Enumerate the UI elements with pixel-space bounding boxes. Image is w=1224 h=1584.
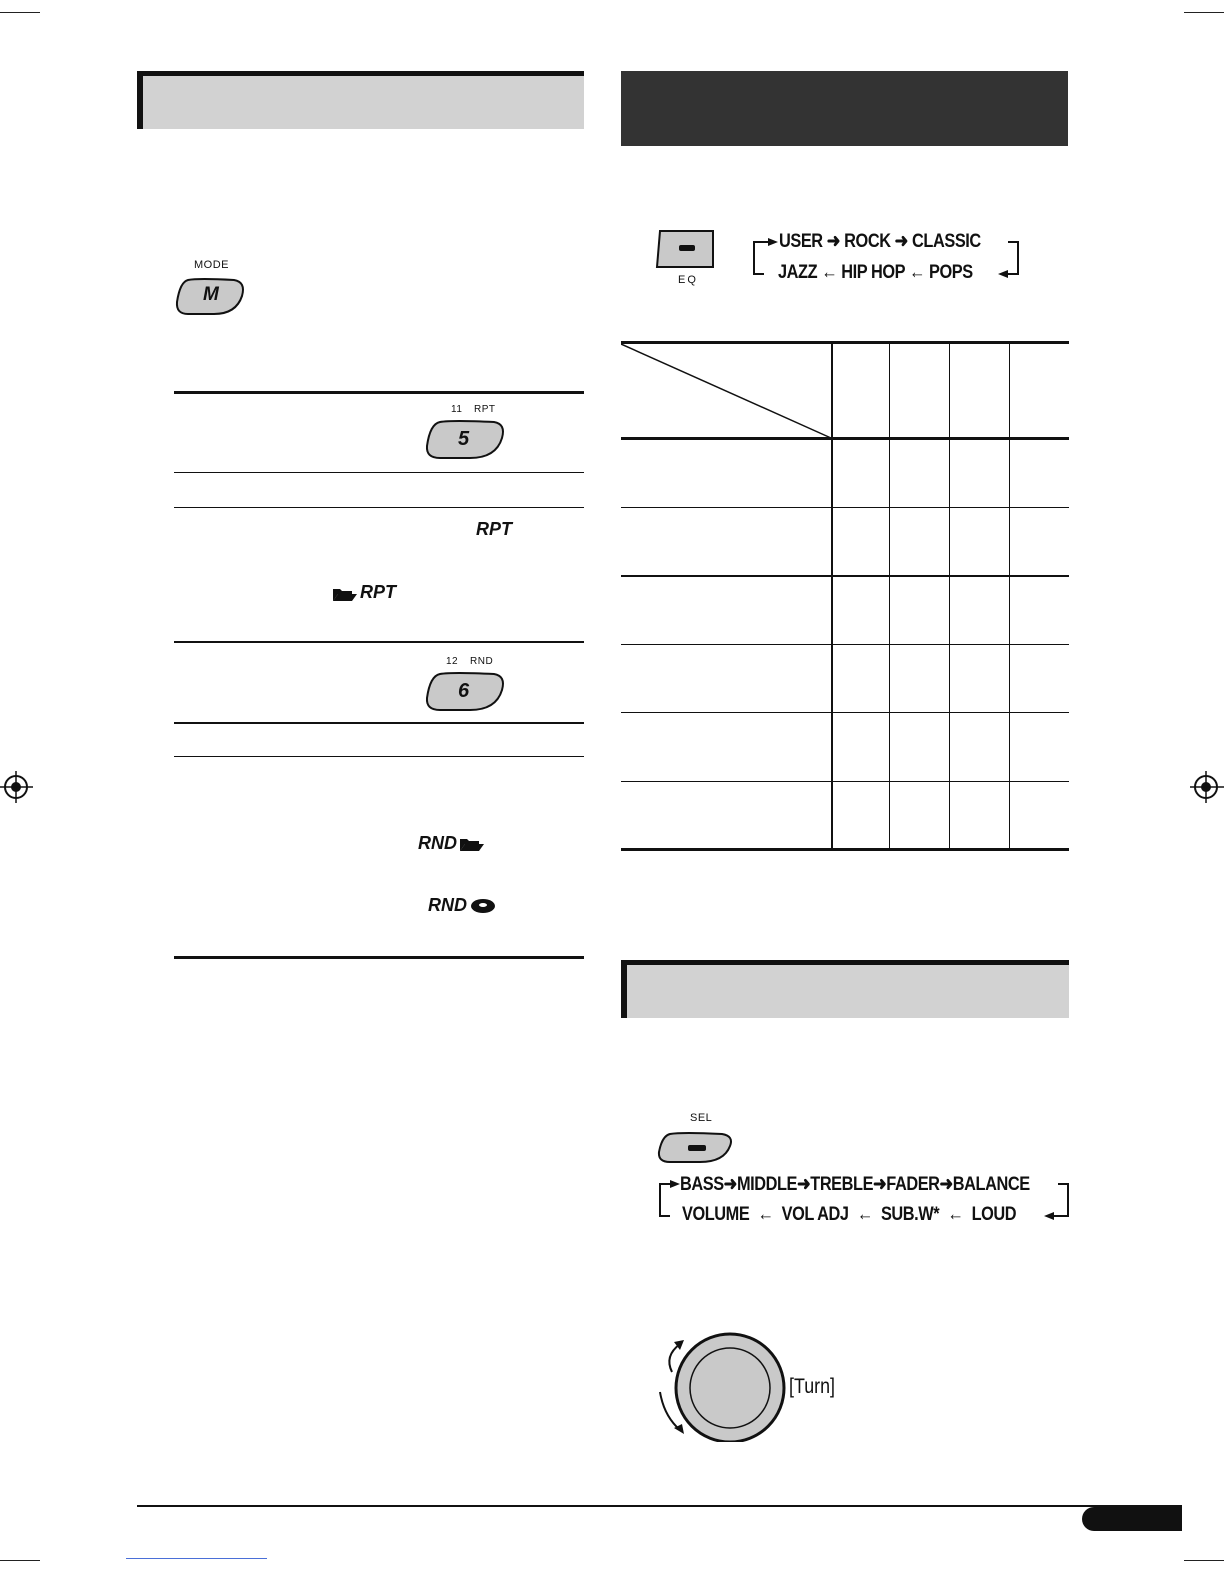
sel-item-sub-w: SUB.W: [880, 1204, 934, 1225]
random-button[interactable]: [424, 670, 508, 714]
arrow-left-icon: ←: [856, 1204, 873, 1225]
repeat-button-label: RPT: [474, 404, 496, 415]
arrow-right-icon: ➜: [826, 231, 841, 252]
disc-icon: [469, 897, 497, 915]
arrow-left-icon: ←: [908, 262, 925, 283]
repeat-button[interactable]: [424, 418, 508, 462]
arrow-right-icon: ➜: [873, 1174, 887, 1195]
random-button-number: 12: [446, 656, 459, 667]
sel-sequence-bottom: [682, 1204, 1071, 1226]
sel-item-bass: BASS: [680, 1174, 724, 1195]
eq-mode-rock: ROCK: [844, 231, 891, 252]
table-diagonal: [621, 344, 833, 439]
left-table-bottom-rule: [174, 956, 584, 959]
registration-mark-left-icon: [0, 770, 34, 804]
footer-rule: [137, 1505, 1182, 1507]
eq-mode-jazz: JAZZ: [778, 262, 818, 283]
random-button-key: 6: [458, 680, 470, 702]
left-table-rule-3: [174, 641, 584, 643]
eq-button[interactable]: [655, 229, 717, 271]
crop-mark-bottom-left: [0, 1560, 40, 1561]
right-section-header-dark: [621, 71, 1068, 146]
sub-w-asterisk: *: [933, 1204, 940, 1225]
arrow-right-icon: ➜: [939, 1174, 953, 1195]
eq-mode-hiphop: HIP HOP: [841, 262, 905, 283]
mode-button-label: MODE: [194, 259, 229, 271]
eq-button-label: EQ: [678, 274, 698, 286]
crop-mark-top-right: [1184, 12, 1224, 13]
left-section-header: [137, 71, 584, 129]
sel-item-fader: FADER: [886, 1174, 940, 1195]
repeat-track-indicator: RPT: [476, 519, 512, 539]
footer-link-underline: [126, 1558, 267, 1559]
arrow-left-icon: ←: [821, 262, 838, 283]
left-table-rule-5: [174, 756, 584, 757]
eq-sequence-bottom: [778, 262, 1004, 284]
arrow-right-icon: ➜: [797, 1174, 811, 1195]
sel-sequence-top: [680, 1173, 1087, 1196]
sel-item-vol-adj: VOL ADJ: [781, 1204, 849, 1225]
sel-item-middle: MIDDLE: [736, 1174, 798, 1195]
arrow-right-icon: ➜: [894, 231, 908, 252]
folder-icon: [332, 586, 358, 602]
sound-adjust-header: [621, 960, 1069, 1018]
registration-mark-right-icon: [1188, 770, 1224, 804]
sel-item-volume: VOLUME: [682, 1204, 750, 1225]
mode-button[interactable]: [174, 276, 248, 318]
random-button-label: RND: [470, 656, 494, 667]
sel-item-balance: BALANCE: [952, 1174, 1030, 1195]
eq-mode-user: USER: [779, 231, 823, 252]
eq-table: [621, 341, 1069, 851]
sel-item-loud: LOUD: [971, 1204, 1017, 1225]
left-table-top-rule: [174, 391, 584, 394]
left-table-rule-2: [174, 507, 584, 508]
sel-button-label: SEL: [690, 1112, 713, 1124]
page-number-tab: [1082, 1507, 1182, 1531]
arrow-left-icon: ←: [947, 1204, 964, 1225]
eq-mode-classic: CLASSIC: [912, 231, 981, 252]
turn-label: [Turn]: [789, 1375, 835, 1398]
repeat-button-number: 11: [451, 404, 463, 415]
left-table-rule-1: [174, 472, 584, 473]
arrow-left-icon: ←: [757, 1204, 774, 1225]
folder-icon: [459, 836, 485, 852]
control-dial-icon[interactable]: [650, 1330, 790, 1442]
left-table-rule-4: [174, 722, 584, 724]
crop-mark-bottom-right: [1184, 1560, 1224, 1561]
sel-button[interactable]: [656, 1130, 736, 1166]
arrow-right-icon: ➜: [723, 1174, 737, 1195]
sel-item-treble: TREBLE: [810, 1174, 874, 1195]
crop-mark-top-left: [0, 12, 40, 13]
eq-sequence-top: [779, 230, 1014, 253]
mode-button-key: M: [203, 284, 219, 305]
repeat-button-key: 5: [458, 428, 470, 450]
eq-mode-pops: POPS: [928, 262, 973, 283]
